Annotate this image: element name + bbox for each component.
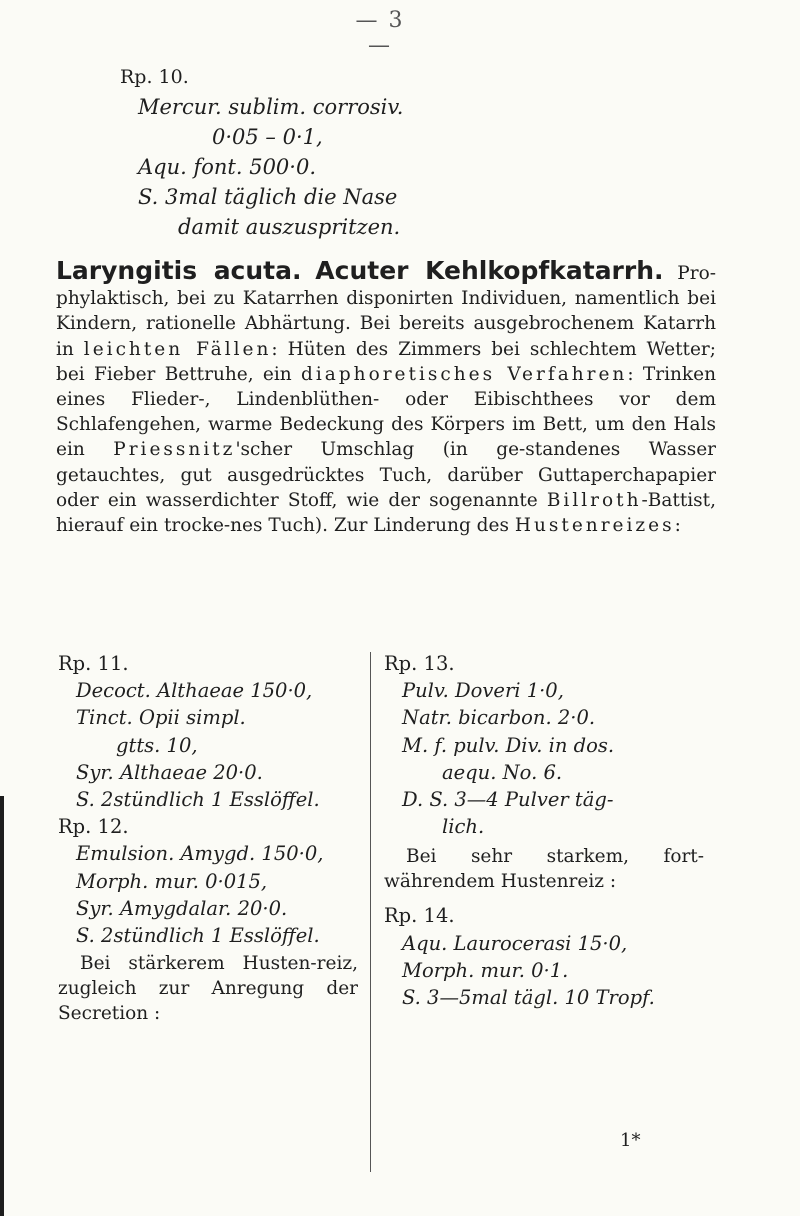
prescription-line: Tinct. Opii simpl. bbox=[76, 706, 246, 730]
prescription-label: Rp. 13. bbox=[384, 652, 455, 675]
spaced-term: Billroth bbox=[546, 489, 642, 511]
prescription-line: S. 2stündlich 1 Esslöffel. bbox=[76, 788, 320, 812]
prescription-line: M. f. pulv. Div. in dos. bbox=[402, 733, 615, 757]
spaced-term: leichten Fällen bbox=[83, 338, 272, 360]
prescription-line: 0·05 – 0·1, bbox=[212, 125, 323, 149]
prescription-label: Rp. 14. bbox=[384, 904, 455, 928]
prescription-line: S. 3mal täglich die Nase bbox=[138, 185, 398, 209]
prescription-line: Mercur. sublim. corrosiv. bbox=[138, 95, 404, 119]
body-text: : Hüten des Zimmers bei schlechtem Wetter; bei Fieber Bettruhe, ein bbox=[56, 338, 716, 385]
body-text: -Battist, hierauf ein trocke-nes Tuch). Zur Linderung des bbox=[56, 489, 716, 537]
note-text: Bei stärkerem Husten-reiz, zugleich zur Anregung der Secretion : bbox=[58, 953, 358, 1025]
prescription-line: Decoct. Althaeae 150·0, bbox=[76, 679, 313, 703]
prescription-label: Rp. 10. bbox=[120, 66, 189, 88]
prescription-line: D. S. 3—4 Pulver täg- bbox=[402, 788, 614, 812]
section-title-german: Acuter Kehlkopfkatarrh. bbox=[315, 256, 664, 285]
prescription-line: Pulv. Doveri 1·0, bbox=[402, 679, 564, 703]
prescription-line: S. 3—5mal tägl. 10 Tropf. bbox=[402, 986, 655, 1010]
body-text: 'scher Umschlag (in ge-standenes Wasser getauchtes, gut ausgedrücktes Tuch, darüber Guttaperchapapier oder ein wasserdichter Stoff, wie der sogenannte bbox=[56, 439, 716, 511]
column-divider bbox=[370, 652, 371, 1172]
prescription-line: Syr. Amygdalar. 20·0. bbox=[76, 896, 288, 920]
right-column bbox=[384, 650, 704, 1011]
spaced-term: Priessnitz bbox=[113, 439, 236, 461]
prescription-line: Syr. Althaeae 20·0. bbox=[76, 760, 263, 784]
prescription-line: Morph. mur. 0·015, bbox=[76, 869, 268, 893]
prescription-line: Emulsion. Amygd. 150·0, bbox=[76, 842, 324, 866]
body-text: : Trinken eines Flieder-, Lindenblüthen- oder Eibischthees vor dem Schlafengehen, warme Bedeckung des Körpers im Bett, um den Hals ein bbox=[56, 363, 717, 461]
prescription-label: Rp. 12. bbox=[58, 815, 129, 839]
section-title-latin: Laryngitis acuta. bbox=[56, 256, 302, 285]
prescription-line: Aqu. font. 500·0. bbox=[138, 155, 317, 179]
body-text: : bbox=[674, 515, 681, 537]
prescription-line: Aqu. Laurocerasi 15·0, bbox=[402, 931, 628, 955]
page-edge bbox=[0, 796, 4, 1216]
prescription-line: Morph. mur. 0·1. bbox=[402, 958, 569, 982]
spaced-term: diaphoretisches Verfahren bbox=[301, 363, 628, 385]
body-text: Pro-phylaktisch, bei zu Katarrhen disponirten Individuen, namentlich bei Kindern, rationelle Abhärtung. Bei bereits ausgebrochenem Katarrh in bbox=[56, 263, 716, 360]
prescription-label: Rp. 11. bbox=[58, 652, 129, 675]
prescription-line: damit auszuspritzen. bbox=[178, 215, 401, 239]
note-text: Bei sehr starkem, fort-währendem Hustenreiz : bbox=[384, 846, 704, 893]
section-laryngitis bbox=[56, 258, 716, 538]
page-number: — 3 — bbox=[355, 8, 405, 58]
prescription-10 bbox=[120, 62, 620, 242]
prescription-line: aequ. No. 6. bbox=[442, 760, 563, 784]
signature-mark: 1* bbox=[620, 1130, 641, 1151]
prescription-line: S. 2stündlich 1 Esslöffel. bbox=[76, 924, 320, 948]
spaced-term: Hustenreizes bbox=[514, 515, 675, 537]
left-column bbox=[58, 650, 358, 1026]
prescription-line: Natr. bicarbon. 2·0. bbox=[402, 706, 596, 730]
prescription-line: lich. bbox=[442, 815, 485, 839]
prescription-line: gtts. 10, bbox=[116, 733, 198, 757]
